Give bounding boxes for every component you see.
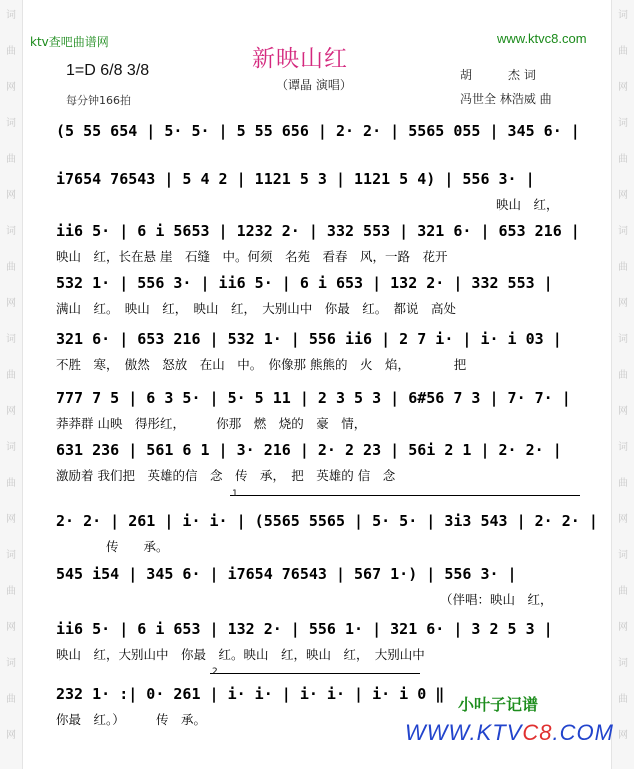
watermark-char: 网 bbox=[618, 190, 628, 201]
watermark-char: 词 bbox=[6, 442, 16, 453]
watermark-char: 网 bbox=[618, 622, 628, 633]
notation-line: ii6 5· | 6 i 653 | 132 2· | 556 1· | 321 6· | 3 2 5 3 | bbox=[56, 620, 553, 638]
brand-url-main: WWW.KTV bbox=[405, 720, 523, 745]
watermark-char: 词 bbox=[6, 10, 16, 21]
watermark-char: 曲 bbox=[618, 154, 628, 165]
lyric-line: 你最 红。） 传 承。 bbox=[56, 712, 207, 727]
brand-url-tail: .COM bbox=[552, 720, 614, 745]
notation-line: 631 236 | 561 6 1 | 3· 216 | 2· 2 23 | 56i 2 1 | 2· 2· | bbox=[56, 441, 562, 459]
watermark-char: 网 bbox=[6, 190, 16, 201]
notation-line: 532 1· | 556 3· | ii6 5· | 6 i 653 | 132 2· | 332 553 | bbox=[56, 274, 553, 292]
volta-label-2: 2 bbox=[212, 667, 218, 677]
brand-url bbox=[405, 720, 614, 746]
watermark-char: 词 bbox=[618, 226, 628, 237]
watermark-char: 曲 bbox=[618, 370, 628, 381]
tempo-marking: 每分钟166拍 bbox=[66, 94, 131, 107]
left-margin-strip bbox=[0, 0, 23, 769]
site-name-left: ktv查吧曲谱网 bbox=[30, 35, 109, 49]
watermark-char: 网 bbox=[618, 298, 628, 309]
watermark-char: 词 bbox=[618, 442, 628, 453]
watermark-char: 曲 bbox=[6, 46, 16, 57]
watermark-char: 词 bbox=[6, 334, 16, 345]
lyric-line: 莽莽群 山映 得彤红， 你那 燃 烧的 豪 情， bbox=[56, 416, 367, 431]
watermark-char: 曲 bbox=[6, 262, 16, 273]
watermark-char: 词 bbox=[618, 334, 628, 345]
watermark-char: 网 bbox=[6, 622, 16, 633]
watermark-char: 词 bbox=[6, 118, 16, 129]
watermark-char: 曲 bbox=[618, 478, 628, 489]
site-url-right: www.ktvc8.com bbox=[497, 31, 587, 46]
lyric-line: 传 承。 bbox=[56, 539, 169, 554]
notation-line: 321 6· | 653 216 | 532 1· | 556 ii6 | 2 7 i· | i· i 03 | bbox=[56, 330, 562, 348]
notation-line: ii6 5· | 6 i 5653 | 1232 2· | 332 553 | 321 6· | 653 216 | bbox=[56, 222, 580, 240]
watermark-char: 词 bbox=[618, 550, 628, 561]
lyric-line: 映山 红， bbox=[496, 197, 559, 212]
lyric-line: 映山 红，长在悬 崖 石缝 中。何须 名苑 看春 风，一路 花开 bbox=[56, 249, 448, 264]
right-margin-strip bbox=[611, 0, 634, 769]
transcriber-brand: 小叶子记谱 bbox=[458, 695, 539, 714]
watermark-char: 网 bbox=[6, 406, 16, 417]
watermark-char: 曲 bbox=[6, 154, 16, 165]
notation-line: 232 1· :| 0· 261 | i· i· | i· i· | i· i 0 ‖ bbox=[56, 685, 445, 703]
lyric-line: 映山 红，大别山中 你最 红。映山 红，映山 红， 大别山中 bbox=[56, 647, 425, 662]
watermark-char: 网 bbox=[6, 298, 16, 309]
watermark-char: 网 bbox=[618, 82, 628, 93]
watermark-char: 网 bbox=[6, 82, 16, 93]
notation-line: (5 55 654 | 5· 5· | 5 55 656 | 2· 2· | 5565 055 | 345 6· | bbox=[56, 122, 580, 140]
watermark-char: 词 bbox=[618, 118, 628, 129]
watermark-char: 曲 bbox=[618, 586, 628, 597]
notation-line: 2· 2· | 261 | i· i· | (5565 5565 | 5· 5· | 3i3 543 | 2· 2· | bbox=[56, 512, 598, 530]
watermark-char: 词 bbox=[6, 658, 16, 669]
key-signature: 1=D 6/8 3/8 bbox=[66, 62, 150, 79]
lyricist-credit: 胡 杰 词 bbox=[460, 68, 536, 82]
watermark-char: 词 bbox=[6, 226, 16, 237]
watermark-char: 网 bbox=[6, 514, 16, 525]
composer-credit: 冯世全 林浩威 曲 bbox=[460, 92, 552, 106]
brand-url-c8: C8 bbox=[522, 720, 553, 745]
song-title: 新映山红 bbox=[252, 46, 348, 72]
watermark-char: 网 bbox=[618, 730, 628, 741]
singer-credit: （谭晶 演唱） bbox=[276, 78, 352, 92]
lyric-line: 满山 红。 映山 红， 映山 红， 大别山中 你最 红。 都说 高处 bbox=[56, 301, 457, 316]
watermark-char: 词 bbox=[618, 10, 628, 21]
watermark-char: 曲 bbox=[6, 370, 16, 381]
lyric-line: 不胜 寒， 傲然 怒放 在山 中。 你像那 熊熊的 火 焰， 把 bbox=[56, 357, 467, 372]
watermark-char: 词 bbox=[6, 550, 16, 561]
watermark-char: 网 bbox=[618, 514, 628, 525]
watermark-char: 词 bbox=[618, 658, 628, 669]
watermark-char: 曲 bbox=[618, 46, 628, 57]
watermark-char: 网 bbox=[618, 406, 628, 417]
watermark-char: 曲 bbox=[6, 586, 16, 597]
watermark-char: 曲 bbox=[6, 694, 16, 705]
notation-line: i7654 76543 | 5 4 2 | 1121 5 3 | 1121 5 4) | 556 3· | bbox=[56, 170, 535, 188]
watermark-char: 曲 bbox=[618, 262, 628, 273]
volta-bracket-1 bbox=[230, 495, 580, 502]
watermark-char: 曲 bbox=[618, 694, 628, 705]
lyric-line: 激励着 我们把 英雄的信 念 传 承， 把 英雄的 信 念 bbox=[56, 468, 396, 483]
notation-line: 545 i54 | 345 6· | i7654 76543 | 567 1·) | 556 3· | bbox=[56, 565, 517, 583]
lyric-line: （伴唱：映山 红， bbox=[440, 592, 553, 607]
volta-label-1: 1 bbox=[232, 489, 238, 499]
notation-line: 777 7 5 | 6 3 5· | 5· 5 11 | 2 3 5 3 | 6#56 7 3 | 7· 7· | bbox=[56, 389, 571, 407]
volta-bracket-2 bbox=[210, 673, 420, 680]
watermark-char: 网 bbox=[6, 730, 16, 741]
watermark-char: 曲 bbox=[6, 478, 16, 489]
